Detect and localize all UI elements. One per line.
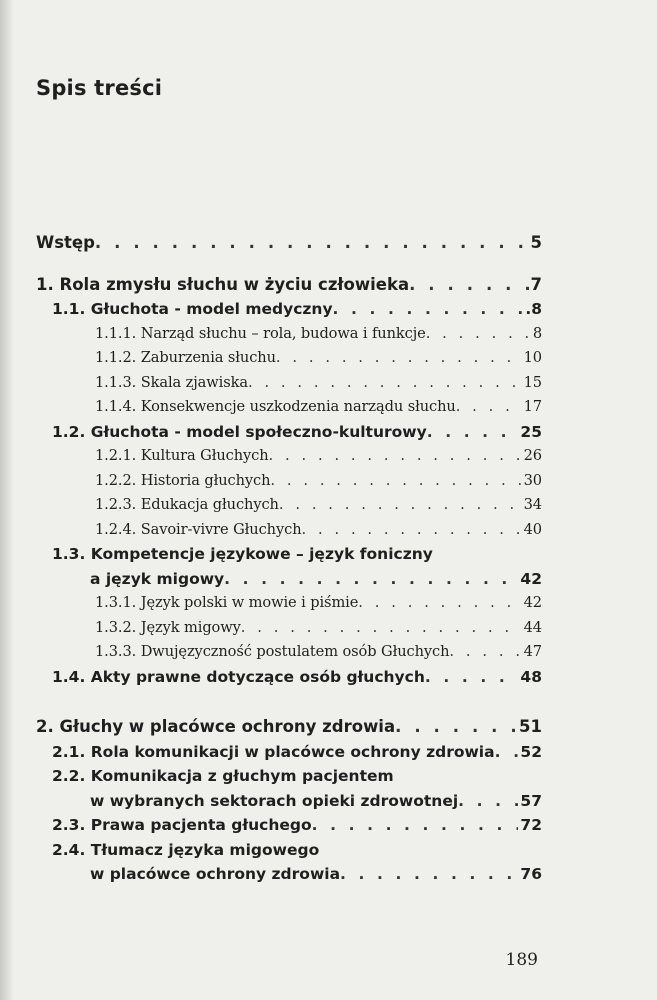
toc-entry-1-2-2 [36,469,542,494]
toc-entry-title: 1.1.3. Skala zjawiska [95,373,248,391]
toc-entry-2-3 [36,813,542,838]
toc-entry-title-continued: w placówce ochrony zdrowia [90,865,341,883]
toc-entry-page: 40 [523,520,542,538]
toc-leader-dots [241,616,522,641]
toc-leader-dots [458,789,518,814]
toc-entry-2-2-line2 [36,789,542,814]
toc-leader-dots [269,444,522,469]
toc-entry-page: 30 [523,471,542,489]
toc-entry-1-1-3 [36,371,542,396]
toc-entry-title: 2.4. Tłumacz języka migowego [52,840,320,859]
toc-leader-dots [276,346,522,371]
toc-entry-title: 1.2.4. Savoir-vivre Głuchych [95,520,302,538]
toc-entry-1-1-1 [36,322,542,347]
toc-entry-page: 5 [530,233,542,252]
toc-entry-1-2-1 [36,444,542,469]
toc-entry-title-continued: a język migowy [90,569,225,588]
toc-entry-title: 1.2.1. Kultura Głuchych [95,447,269,464]
toc-leader-dots [456,395,522,420]
toc-entry-title: 1.3.3. Dwujęzyczność postulatem osób Głuchych [95,643,450,660]
toc-leader-dots [358,591,521,616]
toc-entry-page: 7 [530,274,542,294]
toc-leader-dots [224,567,518,592]
toc-entry-page: 44 [523,618,542,636]
toc-entry-page: 8 [532,324,542,342]
page-title: Spis treści [36,76,163,100]
toc-entry-page: 47 [523,643,542,660]
toc-entry-title: 2. Głuchy w placówce ochrony zdrowia [36,717,396,736]
toc-leader-dots [312,813,519,838]
toc-entry-1-2-4 [36,518,542,543]
toc-entry-wstep [36,231,542,256]
toc-entry-1-1 [36,297,542,322]
toc-entry-1-3-line1 [36,542,542,567]
toc-entry-2-2-line1 [36,764,542,789]
toc-leader-dots [279,493,522,518]
toc-entry-page: 76 [520,865,542,883]
toc-leader-dots [495,740,519,765]
toc-entry-1-1-2 [36,346,542,371]
toc-entry-chapter-1 [36,273,542,298]
toc-entry-page: 42 [523,594,542,611]
toc-leader-dots [427,420,519,445]
toc-entry-title: 1.2.2. Historia głuchych [95,471,271,489]
toc-leader-dots [425,665,519,690]
toc-entry-title: 1.1.1. Narząd słuchu – rola, budowa i funkcje [95,324,426,342]
toc-entry-title: 1.1.2. Zaburzenia słuchu [95,349,276,366]
toc-entry-title: 1.2.3. Edukacja głuchych [95,496,279,513]
toc-entry-title: 1. Rola zmysłu słuchu w życiu człowieka [36,274,410,294]
toc-entry-1-2 [36,420,542,445]
toc-entry-title: 2.2. Komunikacja z głuchym pacjentem [52,767,394,785]
toc-entry-title-continued: w wybranych sektorach opieki zdrowotnej [90,791,459,810]
toc-entry-page: 15 [523,373,542,391]
toc-leader-dots [449,640,521,665]
page-number: 189 [505,950,538,970]
toc-entry-title: 1.3.2. Język migowy [95,618,241,636]
toc-entry-2-1 [36,740,542,765]
toc-entry-page: 17 [523,398,542,415]
toc-entry-page: 42 [520,569,542,588]
toc-entry-page: 26 [523,447,542,464]
toc-entry-page: 72 [520,816,542,834]
toc-entry-title: 1.3.1. Język polski w mowie i piśmie [95,594,359,611]
toc-entry-1-4 [36,665,542,690]
toc-leader-dots [270,469,521,494]
toc-entry-1-3-2 [36,616,542,641]
toc-entry-page: 34 [523,496,542,513]
toc-entry-page: .8 [525,300,542,318]
toc-leader-dots [426,322,531,347]
toc-leader-dots [302,518,522,543]
toc-leader-dots [409,273,528,298]
toc-entry-chapter-2 [36,715,542,740]
toc-entry-title: Wstęp [36,233,95,252]
toc-leader-dots [340,862,518,887]
toc-entry-page: 25 [520,422,542,441]
toc-entry-2-4-line2 [36,862,542,887]
toc-entry-1-3-3 [36,640,542,665]
toc-entry-1-2-3 [36,493,542,518]
toc-leader-dots [395,715,517,740]
toc-entry-title: 2.1. Rola komunikacji w placówce ochrony zdrowia [52,742,495,761]
toc-entry-2-4-line1 [36,838,542,863]
toc-entry-title: 1.2. Głuchota - model społeczno-kulturowy [52,422,427,441]
toc-entry-page: 48 [520,667,542,686]
toc-entry-page: 57 [520,791,542,810]
toc-entry-1-3-line2 [36,567,542,592]
toc-entry-title: 1.1.4. Konsekwencje uszkodzenia narządu słuchu [95,398,456,415]
table-of-contents [36,231,542,887]
toc-leader-dots [333,297,524,322]
toc-entry-1-1-4 [36,395,542,420]
toc-leader-dots [248,371,522,396]
toc-entry-title: 1.4. Akty prawne dotyczące osób głuchych [52,667,425,686]
toc-entry-title: 2.3. Prawa pacjenta głuchego [52,816,312,834]
toc-entry-page: 10 [523,349,542,366]
toc-entry-page: 51 [519,717,542,736]
toc-entry-title: 1.1. Głuchota - model medyczny [52,300,333,318]
toc-entry-page: 52 [520,742,542,761]
toc-entry-title: 1.3. Kompetencje językowe – język foniczny [52,545,433,563]
toc-entry-1-3-1 [36,591,542,616]
toc-leader-dots [95,231,529,256]
page-edge-shadow [0,0,14,1000]
